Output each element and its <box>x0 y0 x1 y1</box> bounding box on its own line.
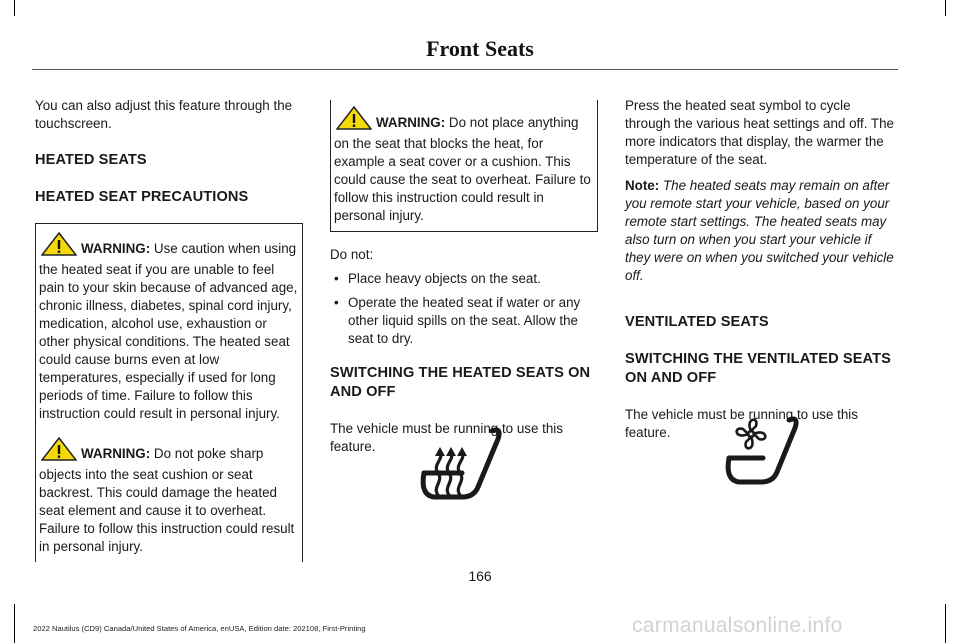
page-title: Front Seats <box>426 36 534 61</box>
note-paragraph <box>625 177 897 285</box>
warning-body: Use caution when using the heated seat if you are unable to feel pain to your skin because of advanced age, chronic illness, diabetes, spinal cord injury, medication, alcohol use, exhaustion or other physical conditions. The heated seat could cause burns even at low temperatures, especially if used for long periods of time. Failure to follow this instruction could result in personal injury. <box>39 241 298 421</box>
note-label: Note: <box>625 178 660 193</box>
warning-body: Do not place anything on the seat that blocks the heat, for example a seat cover or a cushion. This could cause the seat to overheat. Failure to follow this instruction could result in personal injury. <box>334 115 591 223</box>
bullet-list <box>330 270 598 348</box>
list-item: • Operate the heated seat if water or any other liquid spills on the seat. Allow the seat to dry. <box>330 294 598 348</box>
warning-body: Do not poke sharp objects into the seat cushion or seat backrest. This could damage the heated seat element and cause it to overheat. Failure to follow this instruction could result in personal injury. <box>39 446 295 554</box>
intro-paragraph: You can also adjust this feature through the touchscreen. <box>35 98 293 131</box>
note-text: The heated seats may remain on after you remote start your vehicle, based on your remote start settings. The heated seats may also turn on when you start your vehicle if they were on when you switched your vehicle off. <box>625 178 894 283</box>
crop-mark <box>945 604 946 643</box>
warning-triangle-icon <box>41 437 77 466</box>
header-rule <box>32 69 898 70</box>
warning-text <box>334 106 594 225</box>
ventilated-seat-icon <box>723 414 803 495</box>
section-heading: SWITCHING THE HEATED SEATS ON AND OFF <box>330 365 591 400</box>
section-heading: HEATED SEATS <box>35 152 147 168</box>
column-1 <box>35 97 303 574</box>
heated-seat-icon <box>418 425 504 510</box>
crop-mark <box>945 0 946 16</box>
body-paragraph: The vehicle must be running to use this feature. <box>330 421 563 454</box>
warning-text <box>39 437 299 562</box>
warning-box <box>330 100 598 232</box>
page-number: 166 <box>468 568 492 584</box>
list-item: • Place heavy objects on the seat. <box>330 270 598 288</box>
section-subheading: HEATED SEAT PRECAUTIONS <box>35 189 249 205</box>
column-2 <box>330 100 598 474</box>
warning-text <box>39 232 299 423</box>
body-paragraph: The vehicle must be running to use this feature. <box>625 407 858 440</box>
section-heading: VENTILATED SEATS <box>625 314 769 330</box>
warning-triangle-icon <box>336 106 372 135</box>
warning-triangle-icon <box>41 232 77 261</box>
section-subheading: SWITCHING THE VENTILATED SEATS ON AND OFF <box>625 351 891 386</box>
crop-mark <box>14 604 15 643</box>
crop-mark <box>14 0 15 16</box>
watermark: carmanualsonline.info <box>632 614 843 637</box>
warning-label: WARNING: <box>81 446 151 461</box>
warning-label: WARNING: <box>81 241 151 256</box>
edition-footer: 2022 Nautilus (CD9) Canada/United States of America, enUSA, Edition date: 202108, First-Printing <box>33 624 366 633</box>
warning-label: WARNING: <box>376 115 446 130</box>
do-not-label: Do not: <box>330 247 374 262</box>
warning-box <box>35 223 303 562</box>
body-paragraph: Press the heated seat symbol to cycle through the various heat settings and off. The more indicators that display, the warmer the temperature of the seat. <box>625 98 894 167</box>
column-3 <box>625 97 897 460</box>
